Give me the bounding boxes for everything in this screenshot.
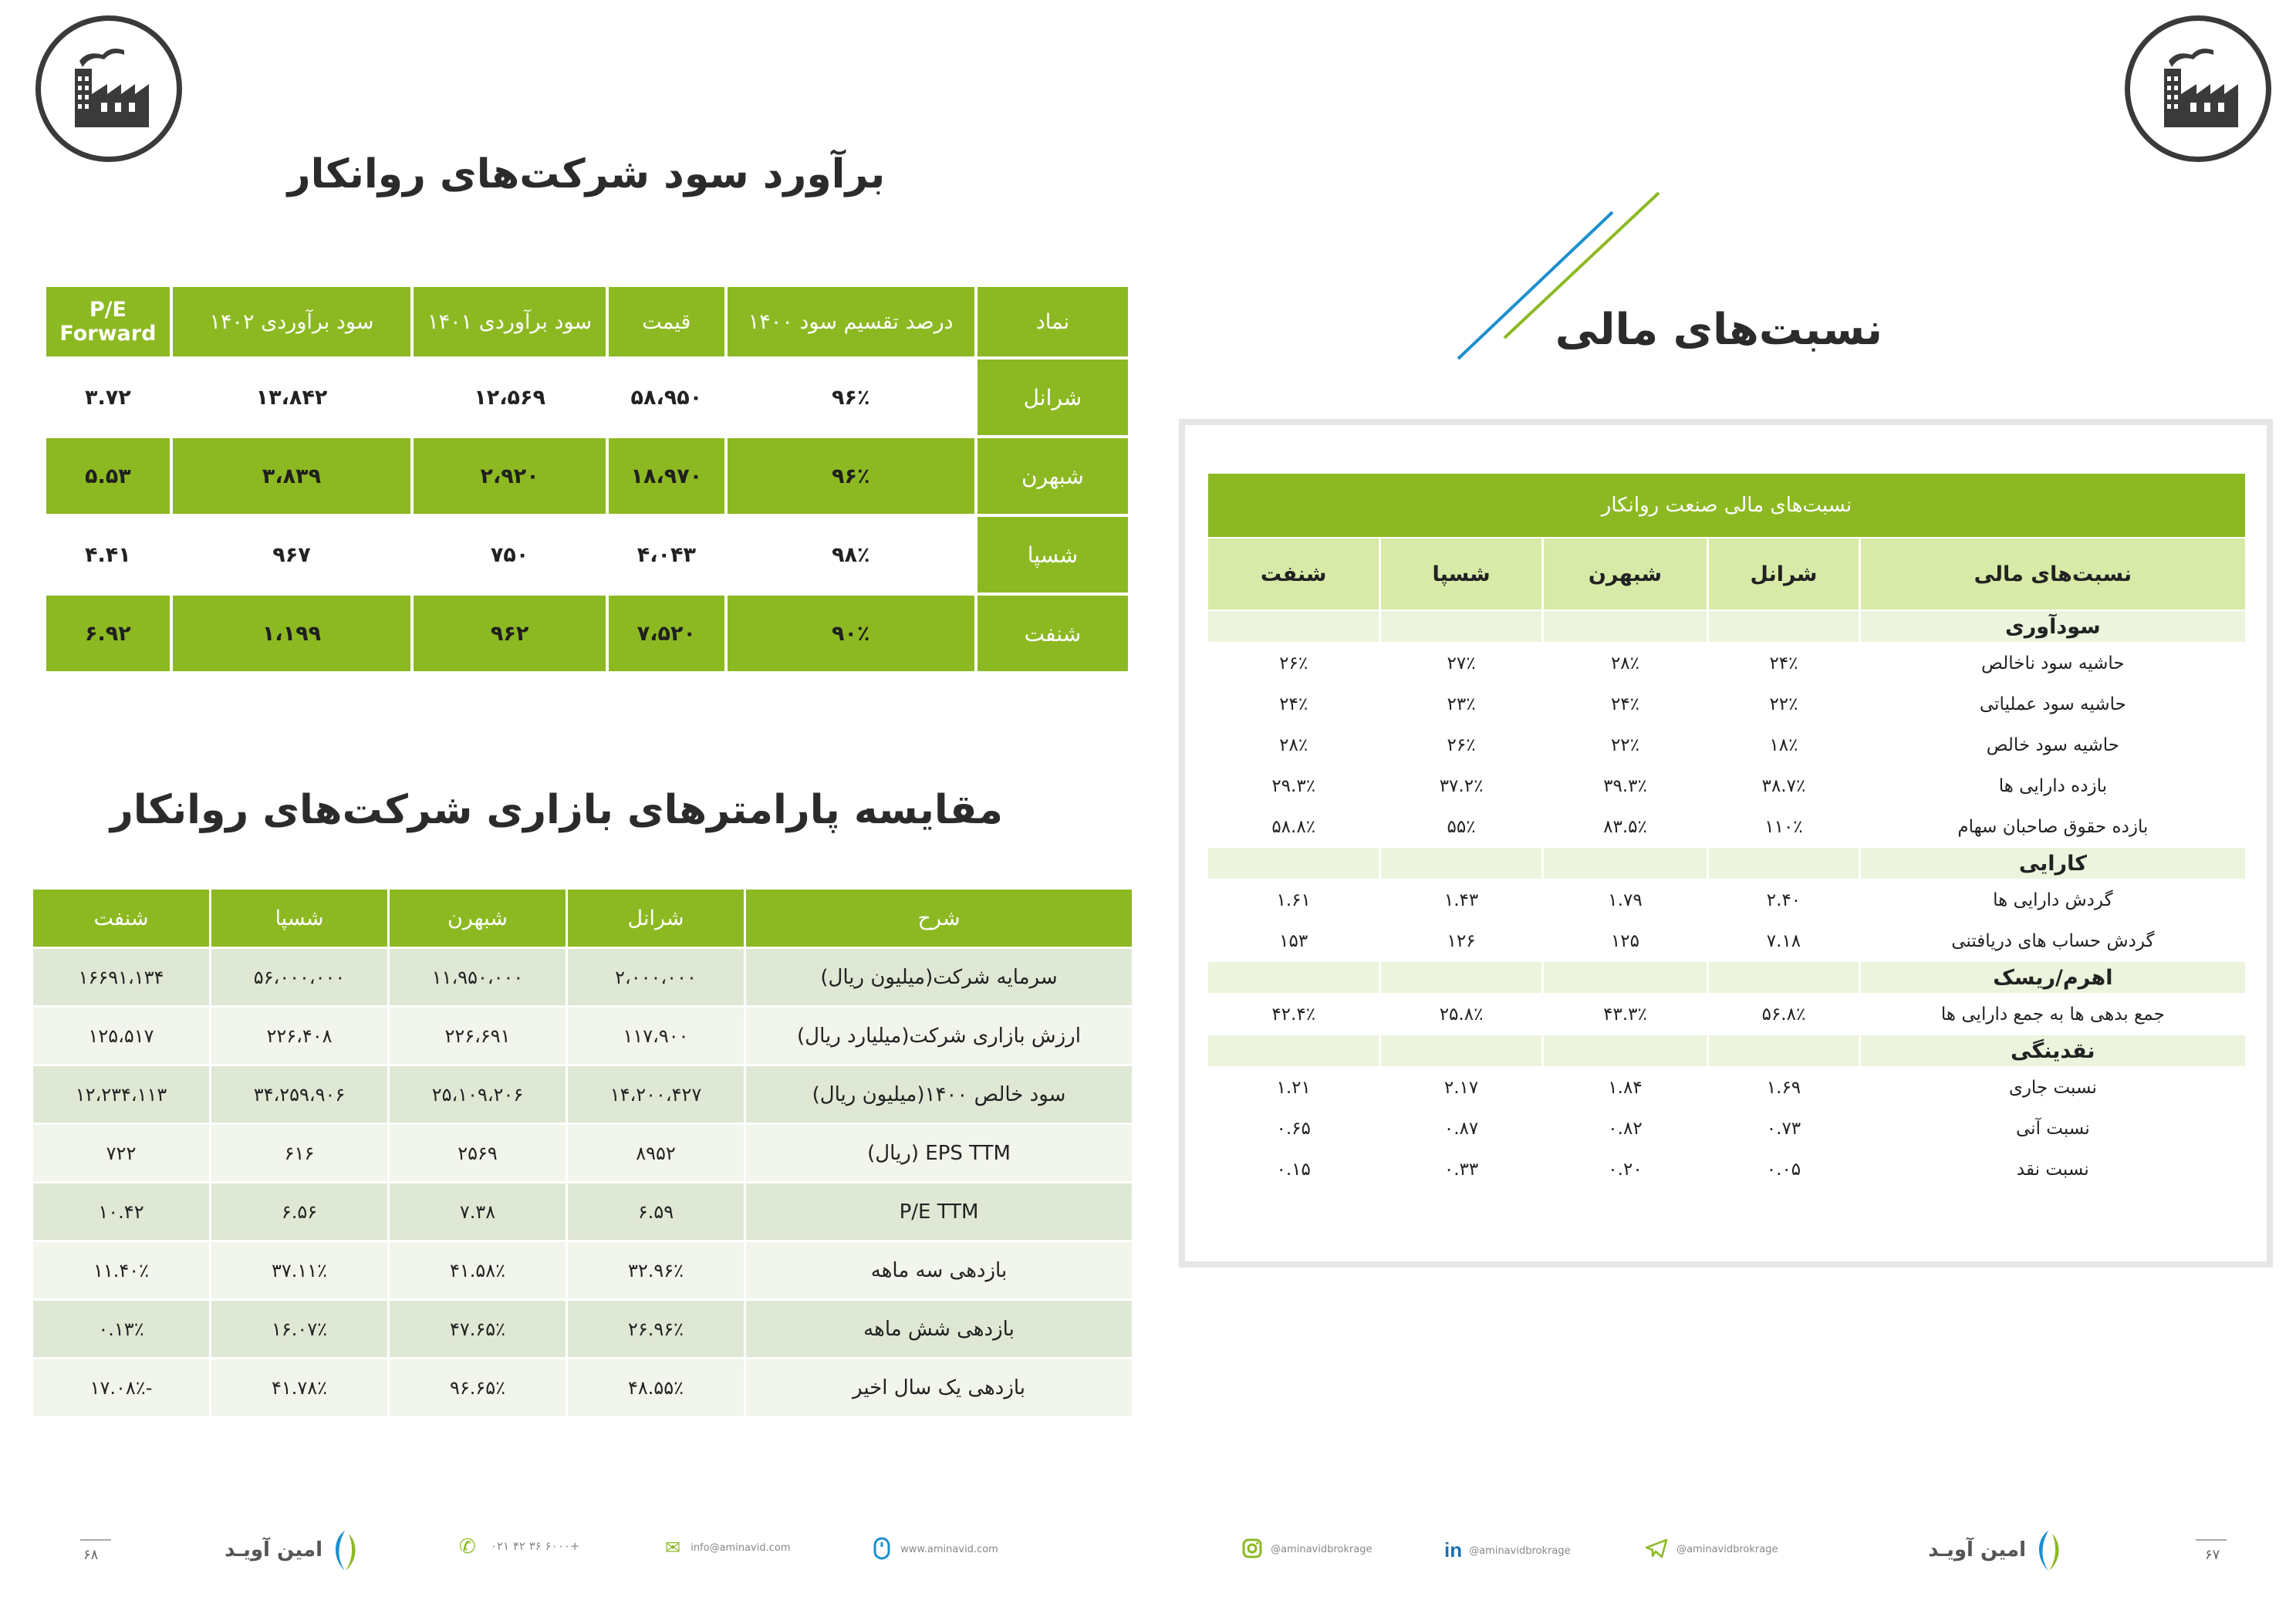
row-label: نسبت جاری	[1861, 1068, 2245, 1107]
table-row	[33, 1242, 1132, 1298]
table-cell: ۲۲٪	[1544, 725, 1707, 765]
table-row	[33, 1359, 1132, 1416]
table-cell: ۰.۶۵	[1208, 1109, 1379, 1148]
row-label: بازده دارایی ها	[1861, 766, 2245, 805]
website[interactable]: www.aminavid.com	[900, 1543, 998, 1555]
linkedin-contact[interactable]	[1444, 1538, 1571, 1562]
table-cell: ۶.۵۶	[211, 1183, 387, 1240]
table-cell: ۹۶۷	[272, 542, 311, 567]
row-label: P/E TTM	[746, 1183, 1132, 1240]
table-cell: ۸۹۵۲	[568, 1125, 744, 1181]
table-cell: شرانل	[977, 360, 1128, 435]
table-cell: ۳۲.۹۶٪	[568, 1242, 744, 1298]
telegram-contact[interactable]	[1645, 1538, 1778, 1558]
page-title-profit-estimate: برآورد سود شرکت‌های روانکار	[287, 151, 886, 198]
row-label: بازدهی سه ماهه	[746, 1242, 1132, 1298]
table-cell: ۴.۴۱	[85, 542, 131, 567]
table-cell: ۲،۰۰۰،۰۰۰	[568, 949, 744, 1005]
table-cell: ۵۸.۸٪	[1208, 807, 1379, 846]
table-cell: ۱۲۵	[1544, 921, 1707, 961]
table-cell: ۱۲،۲۳۴،۱۱۳	[33, 1066, 209, 1123]
table-cell: ۲۸٪	[1208, 725, 1379, 765]
table-header: شنفت	[33, 890, 209, 947]
table-row	[1208, 880, 2245, 920]
row-label: EPS TTM (ریال)	[746, 1125, 1132, 1181]
table-cell: ۴۲.۴٪	[1208, 994, 1379, 1034]
telegram-icon	[1645, 1538, 1668, 1558]
table-cell: ۷.۱۸	[1709, 921, 1859, 961]
table-cell: ۲،۹۲۰	[414, 438, 606, 514]
table-row	[46, 596, 1128, 671]
table-row	[1208, 1150, 2245, 1189]
row-label: بازده حقوق صاحبان سهام	[1861, 807, 2245, 846]
table-cell: ۵.۵۳	[46, 438, 170, 514]
table-cell: ۵۵٪	[1381, 807, 1541, 846]
table-cell: ۰.۳۳	[1381, 1150, 1541, 1189]
table-row	[33, 1301, 1132, 1357]
section-cell	[1381, 848, 1541, 879]
section-cell	[1208, 611, 1379, 642]
table-cell: ۹۶۲	[414, 596, 606, 671]
table-cell: ۹۰٪	[728, 596, 974, 671]
profit-estimate-table	[43, 284, 1131, 674]
table-row	[1208, 725, 2245, 765]
table-cell: ۹۶٪	[832, 385, 870, 410]
email-address[interactable]: info@aminavid.com	[690, 1542, 791, 1554]
table-row	[33, 1183, 1132, 1240]
table-header: شبهرن	[1544, 539, 1707, 609]
table-cell: ۲۷٪	[1381, 643, 1541, 683]
brand-name: امین آویـد	[1928, 1538, 2026, 1562]
mouse-icon	[873, 1537, 890, 1560]
row-label: بازدهی یک سال اخیر	[746, 1359, 1132, 1416]
section-cell	[1208, 848, 1379, 879]
table-cell: ۱۱.۴۰٪	[33, 1242, 209, 1298]
table-cell: ۱۸،۹۷۰	[609, 438, 724, 514]
section-cell	[1544, 848, 1707, 879]
table-cell: ۰.۱۳٪	[33, 1301, 209, 1357]
table-cell: ۰.۱۵	[1208, 1150, 1379, 1189]
table-cell: ۴،۰۴۳	[636, 542, 696, 567]
brand-logo-icon	[2029, 1528, 2068, 1574]
table-cell: ۱۶۶۹۱،۱۳۴	[33, 949, 209, 1005]
row-label: حاشیه سود عملیاتی	[1861, 684, 2245, 724]
instagram-icon	[1242, 1538, 1262, 1558]
section-cell	[1709, 611, 1859, 642]
table-cell: ۱۱،۹۵۰،۰۰۰	[390, 949, 566, 1005]
factory-logo-left	[35, 15, 182, 162]
section-title: سودآوری	[1861, 611, 2245, 642]
table-cell: ۰.۸۲	[1544, 1109, 1707, 1148]
table-cell: شسپا	[977, 517, 1128, 593]
row-label: نسبت نقد	[1861, 1150, 2245, 1189]
table-cell: ۲۸٪	[1544, 643, 1707, 683]
table-cell: ۱۰.۴۲	[33, 1183, 209, 1240]
table-cell: ۲۴٪	[1544, 684, 1707, 724]
table-cell: ۱.۲۱	[1208, 1068, 1379, 1107]
table-cell: ۵۶.۸٪	[1709, 994, 1859, 1034]
table-cell: ۴۱.۷۸٪	[211, 1359, 387, 1416]
table-cell: ۴۳.۳٪	[1544, 994, 1707, 1034]
table-cell: ۲۲۶،۴۰۸	[211, 1008, 387, 1064]
instagram-contact[interactable]	[1242, 1538, 1372, 1558]
table-header: قیمت	[609, 287, 724, 356]
section-row	[1208, 848, 2245, 879]
table-cell: ۲۴٪	[1208, 684, 1379, 724]
table-cell: ۱.۷۹	[1544, 880, 1707, 920]
table-cell: ۲۳٪	[1381, 684, 1541, 724]
row-label: سرمایه شرکت(میلیون ریال)	[746, 949, 1132, 1005]
row-label: بازدهی شش ماهه	[746, 1301, 1132, 1357]
email-contact[interactable]	[665, 1537, 791, 1558]
section-cell	[1381, 611, 1541, 642]
table-cell: ۱۵۳	[1208, 921, 1379, 961]
table-row	[1208, 921, 2245, 961]
table-header: شبهرن	[390, 890, 566, 947]
table-cell: ۱۱۷،۹۰۰	[568, 1008, 744, 1064]
section-row	[1208, 611, 2245, 642]
table-cell: ۱۸٪	[1709, 725, 1859, 765]
table-cell: -۱۷.۰۸٪	[33, 1359, 209, 1416]
table-header: P/E Forward	[46, 287, 170, 356]
table-header: نماد	[977, 287, 1128, 356]
table-row	[33, 1125, 1132, 1181]
table-cell: ۲۲٪	[1709, 684, 1859, 724]
table-cell: ۱،۱۹۹	[173, 596, 410, 671]
row-label: جمع بدهی ها به جمع دارایی ها	[1861, 994, 2245, 1034]
section-cell	[1544, 611, 1707, 642]
section-cell	[1208, 962, 1379, 993]
table-cell: ۲.۱۷	[1381, 1068, 1541, 1107]
web-contact[interactable]	[873, 1537, 998, 1560]
table-cell: ۱۲۶	[1381, 921, 1541, 961]
table-cell: ۳۴،۲۵۹،۹۰۶	[211, 1066, 387, 1123]
section-row	[1208, 962, 2245, 993]
table-cell: ۳۹.۳٪	[1544, 766, 1707, 805]
market-params-table	[31, 887, 1134, 1418]
table-cell: ۷۵۰	[490, 542, 529, 567]
table-cell: ۲۶٪	[1381, 725, 1541, 765]
table-row	[1208, 643, 2245, 683]
table-cell: ۱۱۰٪	[1709, 807, 1859, 846]
linkedin-handle[interactable]: @aminavidbrokrage	[1469, 1545, 1571, 1557]
table-cell: ۹۶.۶۵٪	[390, 1359, 566, 1416]
section-cell	[1709, 962, 1859, 993]
row-label: حاشیه سود خالص	[1861, 725, 2245, 765]
table-header: شرانل	[1709, 539, 1859, 609]
table-header: شرانل	[568, 890, 744, 947]
table-header: سود برآوردی ۱۴۰۲	[173, 287, 410, 356]
section-cell	[1544, 962, 1707, 993]
brand-logo-icon	[326, 1528, 364, 1574]
table-row	[46, 360, 1128, 435]
section-cell	[1381, 962, 1541, 993]
section-title: نقدینگی	[1861, 1035, 2245, 1066]
section-cell	[1709, 1035, 1859, 1066]
table-cell: ۲۲۶،۶۹۱	[390, 1008, 566, 1064]
financial-ratios-table	[1206, 472, 2247, 1190]
table-cell: ۰.۸۷	[1381, 1109, 1541, 1148]
table-cell: ۱.۶۹	[1709, 1068, 1859, 1107]
table-cell: ۲.۴۰	[1709, 880, 1859, 920]
table-cell: ۶۱۶	[211, 1125, 387, 1181]
table-cell: ۱.۴۳	[1381, 880, 1541, 920]
table-cell: ۳.۷۲	[85, 385, 131, 410]
table-cell: ۱.۸۴	[1544, 1068, 1707, 1107]
brand-logo	[218, 1528, 364, 1574]
table-row	[1208, 1109, 2245, 1148]
table-cell: ۲۶٪	[1208, 643, 1379, 683]
table-cell: ۲۶.۹۶٪	[568, 1301, 744, 1357]
section-title: کارایی	[1861, 848, 2245, 879]
table-cell: ۶.۹۲	[46, 596, 170, 671]
section-cell	[1709, 848, 1859, 879]
phone-contact	[459, 1535, 579, 1558]
row-label: حاشیه سود ناخالص	[1861, 643, 2245, 683]
table-row	[33, 949, 1132, 1005]
page-number-line	[80, 1539, 111, 1541]
section-row	[1208, 1035, 2245, 1066]
table-cell: ۲۴٪	[1709, 643, 1859, 683]
page-title-market-params: مقایسه پارامترهای بازاری شرکت‌های روانکار	[110, 787, 1003, 833]
table-cell: ۲۵.۸٪	[1381, 994, 1541, 1034]
table-cell: ۳۷.۱۱٪	[211, 1242, 387, 1298]
section-cell	[1381, 1035, 1541, 1066]
table-cell: ۹۶٪	[728, 438, 974, 514]
table-row	[46, 438, 1128, 514]
row-label: ارزش بازاری شرکت(میلیارد ریال)	[746, 1008, 1132, 1064]
table-cell: ۲۹.۳٪	[1208, 766, 1379, 805]
section-title: اهرم/ریسک	[1861, 962, 2245, 993]
table-row	[46, 517, 1128, 593]
table-cell: ۱۳،۸۴۲	[255, 385, 328, 410]
table-cell: ۵۶،۰۰۰،۰۰۰	[211, 949, 387, 1005]
telegram-handle[interactable]: @aminavidbrokrage	[1676, 1543, 1778, 1555]
table-cell: ۱۲،۵۶۹	[474, 385, 545, 410]
row-label: گردش دارایی ها	[1861, 880, 2245, 920]
instagram-handle[interactable]: @aminavidbrokrage	[1271, 1543, 1373, 1555]
table-cell: ۰.۷۳	[1709, 1109, 1859, 1148]
row-label: سود خالص ۱۴۰۰(میلیون ریال)	[746, 1066, 1132, 1123]
linkedin-icon: in	[1444, 1538, 1463, 1562]
table-cell: ۳،۸۳۹	[173, 438, 410, 514]
factory-icon	[41, 21, 177, 157]
table-cell: ۰.۰۵	[1709, 1150, 1859, 1189]
table-cell: ۳۸.۷٪	[1709, 766, 1859, 805]
row-label: گردش حساب های دریافتنی	[1861, 921, 2245, 961]
factory-icon	[2130, 21, 2266, 157]
table-header: شنفت	[1208, 539, 1379, 609]
table-cell: ۲۵۶۹	[390, 1125, 566, 1181]
table-cell: ۷.۳۸	[390, 1183, 566, 1240]
table-cell: ۱۶.۰۷٪	[211, 1301, 387, 1357]
table-caption: نسبت‌های مالی صنعت روانکار	[1208, 474, 2245, 537]
table-cell: ۹۸٪	[832, 542, 870, 567]
table-row	[1208, 807, 2245, 846]
table-header: درصد تقسیم سود ۱۴۰۰	[728, 287, 974, 356]
table-cell: ۷،۵۲۰	[609, 596, 724, 671]
table-cell: شبهرن	[977, 438, 1128, 514]
table-cell: ۳۷.۲٪	[1381, 766, 1541, 805]
table-cell: ۱.۶۱	[1208, 880, 1379, 920]
page-number: ۶۸	[83, 1547, 99, 1563]
section-cell	[1208, 1035, 1379, 1066]
phone-icon: ✆	[459, 1535, 476, 1558]
table-row	[1208, 684, 2245, 724]
table-header: شسپا	[1381, 539, 1541, 609]
page-number-line	[2196, 1539, 2227, 1541]
factory-logo-right	[2125, 15, 2271, 162]
table-cell: ۴۷.۶۵٪	[390, 1301, 566, 1357]
email-icon: ✉	[665, 1537, 681, 1558]
brand-logo	[1921, 1528, 2068, 1574]
table-cell: ۷۲۲	[33, 1125, 209, 1181]
table-header: نسبت‌های مالی	[1861, 539, 2245, 609]
page-number: ۶۷	[2205, 1547, 2220, 1563]
table-row	[1208, 1068, 2245, 1107]
table-header: سود برآوردی ۱۴۰۱	[414, 287, 606, 356]
brand-name: امین آویـد	[225, 1538, 322, 1562]
table-cell: ۱۲۵،۵۱۷	[33, 1008, 209, 1064]
row-label: نسبت آنی	[1861, 1109, 2245, 1148]
table-cell: ۴۸.۵۵٪	[568, 1359, 744, 1416]
table-cell: ۶.۵۹	[568, 1183, 744, 1240]
table-cell: ۱۴،۲۰۰،۴۲۷	[568, 1066, 744, 1123]
table-header: شسپا	[211, 890, 387, 947]
table-cell: ۴۱.۵۸٪	[390, 1242, 566, 1298]
table-cell: شنفت	[977, 596, 1128, 671]
table-cell: ۸۳.۵٪	[1544, 807, 1707, 846]
table-row	[33, 1008, 1132, 1064]
page-title-financial-ratios: نسبت‌های مالی	[1555, 305, 1882, 355]
table-cell: ۲۵،۱۰۹،۲۰۶	[390, 1066, 566, 1123]
table-header: شرح	[746, 890, 1132, 947]
phone-number: ۰۲۱ ۴۲ ۳۶ ۶۰۰۰+	[490, 1539, 580, 1553]
section-cell	[1544, 1035, 1707, 1066]
table-cell: ۰.۲۰	[1544, 1150, 1707, 1189]
table-row	[33, 1066, 1132, 1123]
table-row	[1208, 766, 2245, 805]
table-cell: ۵۸،۹۵۰	[630, 385, 703, 410]
table-row	[1208, 994, 2245, 1034]
